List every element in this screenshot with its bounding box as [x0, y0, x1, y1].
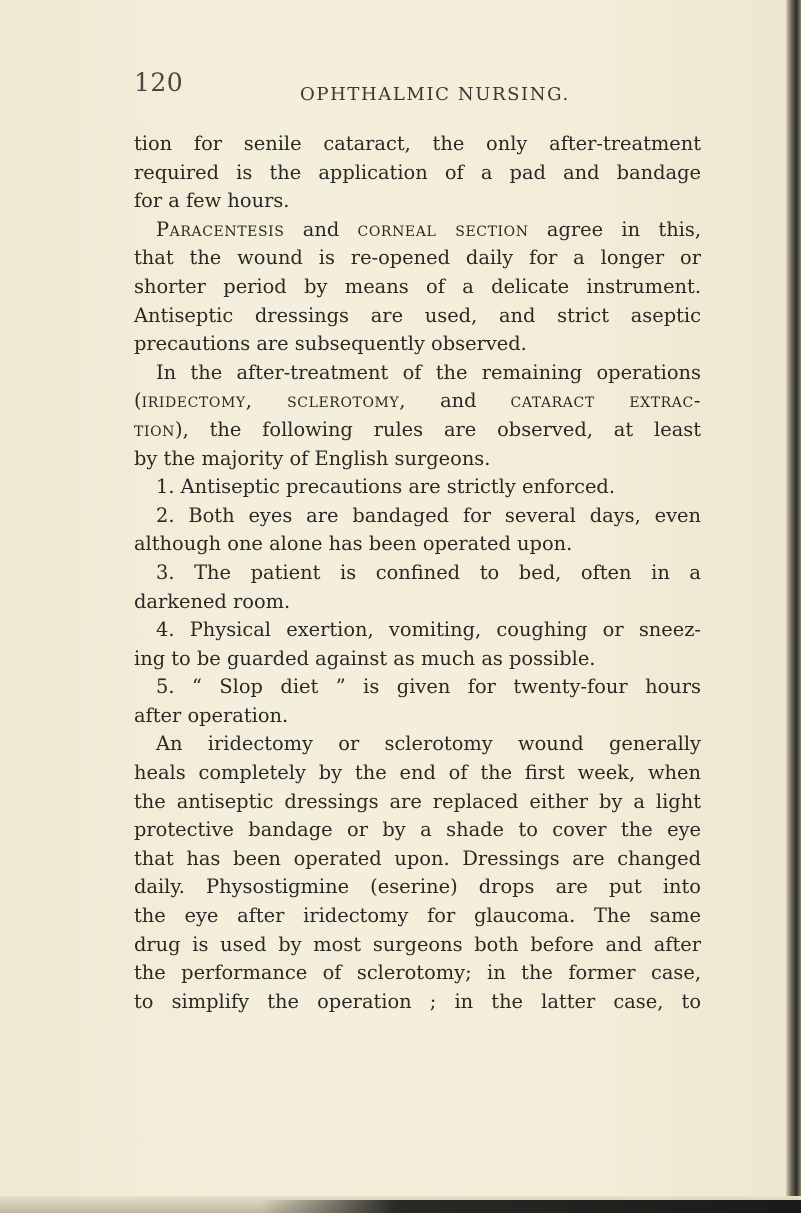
text-fragment: and — [406, 389, 511, 413]
running-head: OPHTHALMIC NURSING. — [300, 84, 570, 105]
text-line: darkened room. — [134, 589, 291, 613]
text-line: the performance of sclerotomy; in the former case, — [134, 961, 701, 985]
text-line: the eye after iridectomy for glaucoma. The same — [134, 904, 701, 928]
text-line: protective bandage or by a shade to cover the eye — [134, 818, 701, 842]
text-line: Antiseptic dressings are used, and strict aseptic — [134, 303, 701, 327]
text-line: that has been operated upon. Dressings are changed — [134, 846, 701, 870]
rule-item-4: 4. Physical exertion, vomiting, coughing or sneez- — [156, 618, 701, 642]
text-line: that the wound is re-opened daily for a longer or — [134, 246, 701, 270]
term-iridectomy-sclerotomy: iridectomy, sclerotomy, — [141, 389, 407, 413]
text-line: by the majority of English surgeons. — [134, 446, 491, 470]
text-line: tion for senile cataract, the only after-treatment — [134, 132, 701, 155]
body-text — [134, 130, 701, 1016]
page-number: 120 — [134, 68, 184, 97]
page-binding-edge — [786, 0, 801, 1213]
text-line — [134, 387, 701, 416]
text-line: required is the application of a pad and bandage — [134, 160, 701, 184]
rule-item-1: 1. Antiseptic precautions are strictly enforced. — [156, 475, 615, 499]
term-tion: tion — [134, 417, 175, 441]
text-line: daily. Physostigmine (eserine) drops are put into — [134, 875, 701, 899]
text-line: for a few hours. — [134, 189, 290, 213]
term-paracentesis: Paracentesis — [156, 217, 285, 241]
text-line: An iridectomy or sclerotomy wound generally — [156, 732, 701, 756]
page-bottom-shadow — [260, 1200, 801, 1213]
text-line — [134, 216, 701, 245]
text-line: after operation. — [134, 703, 289, 727]
text-fragment: agree in this, — [528, 217, 701, 241]
rule-item-3: 3. The patient is confined to bed, often in a — [156, 560, 701, 584]
text-fragment: ), the following rules are observed, at least — [175, 417, 701, 441]
text-line: although one alone has been operated upon. — [134, 532, 573, 556]
text-line: In the after-treatment of the remaining operations — [156, 360, 701, 384]
text-line: precautions are subsequently observed. — [134, 332, 527, 356]
text-line: shorter period by means of a delicate instrument. — [134, 274, 701, 298]
text-line: to simplify the operation ; in the latter case, to — [134, 989, 701, 1013]
term-corneal-section: corneal section — [357, 217, 529, 241]
text-fragment: ( — [134, 389, 142, 413]
text-line: ing to be guarded against as much as possible. — [134, 646, 596, 670]
text-line — [134, 416, 701, 445]
text-line: heals completely by the end of the first week, when — [134, 761, 701, 785]
rule-item-5: 5. “ Slop diet ” is given for twenty-four hours — [156, 675, 701, 699]
text-fragment: and — [284, 217, 358, 241]
rule-item-2: 2. Both eyes are bandaged for several days, even — [156, 503, 701, 527]
text-line: drug is used by most surgeons both before and after — [134, 932, 701, 956]
term-cataract-extraction: cataract extrac- — [510, 389, 701, 413]
text-line: the antiseptic dressings are replaced either by a light — [134, 789, 701, 813]
